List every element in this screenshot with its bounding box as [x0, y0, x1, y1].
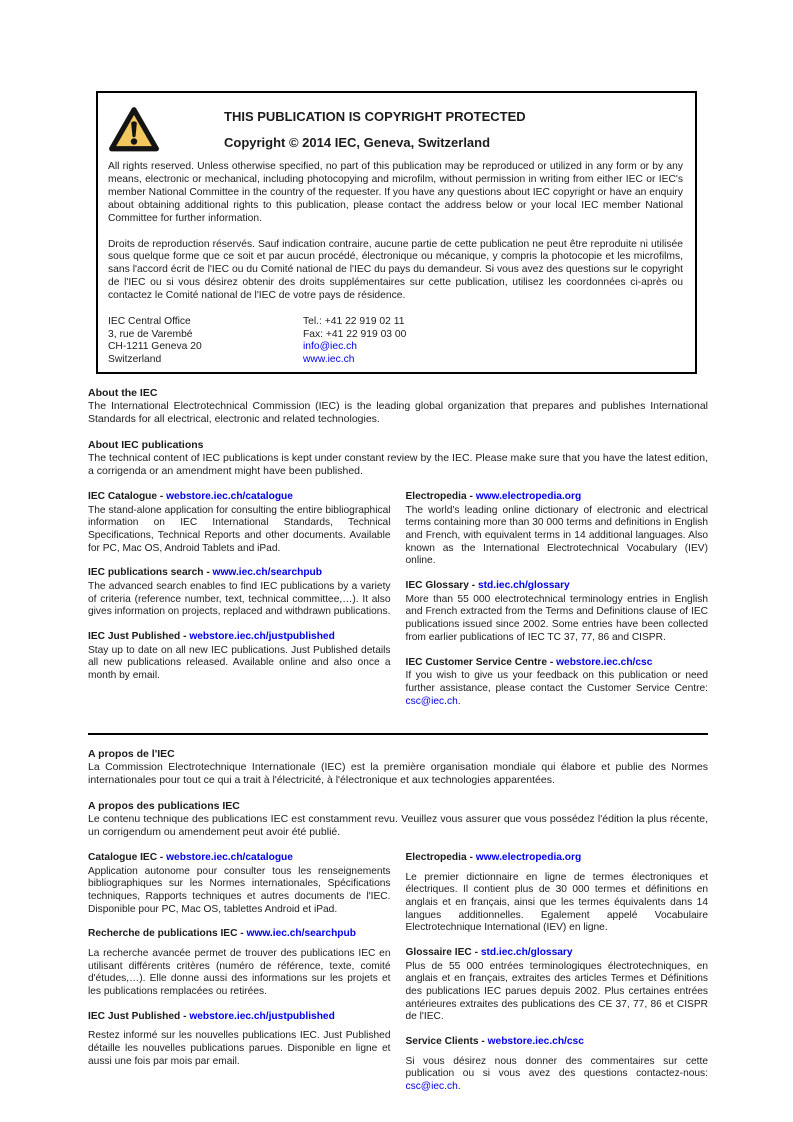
entry-heading — [406, 852, 709, 865]
entry-heading — [88, 567, 391, 580]
url-link[interactable]: www.electropedia.org — [475, 851, 582, 863]
entry-title: Electropedia - — [405, 851, 476, 863]
resources-fr — [88, 852, 708, 1106]
entry-heading — [406, 580, 709, 593]
entry-body: Application autonome pour consulter tous les renseignements bibliographiques sur les Normes internationales, Spécifications techniques, Rapports techniques et autres documents de l'IEC. Disponible pour PC, Mac OS, tablettes Android et iPad. — [88, 865, 391, 915]
about-iec-en-body: The International Electrotechnical Commission (IEC) is the leading global organization that prepares and publishes International Standards for all electrical, electronic and related technologies. — [88, 400, 708, 426]
entry-title: Glossaire IEC - — [405, 947, 481, 959]
about-iec-fr — [88, 748, 708, 787]
entry-body: Restez informé sur les nouvelles publications IEC. Just Published détaille les nouvelles publications parues. Disponible en ligne et aussi une fois par mois par email. — [88, 1030, 391, 1067]
entry-title: Electropedia - — [405, 491, 476, 503]
entry-heading — [88, 491, 391, 504]
fax-number: Fax: +41 22 919 03 00 — [303, 328, 407, 340]
entry-iec-just-published-fr — [88, 1011, 391, 1069]
entry-iec-publications-search — [88, 567, 391, 619]
entry-electropedia-fr — [406, 852, 709, 935]
resources-en-right — [406, 491, 709, 720]
email-link[interactable]: info@iec.ch — [303, 341, 357, 353]
entry-body-end: . — [457, 695, 461, 707]
entry-heading — [88, 1011, 391, 1024]
url-link[interactable]: webstore.iec.ch/justpublished — [189, 631, 335, 643]
about-iec-fr-heading: A propos de l'IEC — [88, 748, 175, 761]
entry-heading — [406, 1036, 709, 1049]
entry-body-text: Si vous désirez nous donner des commentaires sur cette publication ou si vous avez des questions contactez-nous: — [405, 1055, 708, 1080]
about-iec-en — [88, 387, 708, 426]
url-link[interactable]: webstore.iec.ch/csc — [487, 1036, 584, 1048]
resources-en-left — [88, 491, 391, 720]
entry-title: IEC Catalogue - — [88, 491, 167, 503]
entry-body: Stay up to date on all new IEC publications. Just Published details all new publications released. Available online and also once a month by email. — [88, 644, 391, 682]
email-link[interactable]: csc@iec.ch — [405, 1081, 458, 1093]
address-line: 3, rue de Varembé — [108, 328, 193, 340]
entry-body: Le premier dictionnaire en ligne de termes électroniques et électriques. Il contient plus de 30 000 termes et définitions en anglais et en français, ainsi que les termes équivalents dans 14 langues additionnelles. Egalement appelé Vocabulaire Electrotechnique International (IEV) en ligne. — [405, 871, 708, 934]
warning-icon — [108, 101, 160, 157]
entry-title: IEC Just Published - — [88, 631, 190, 643]
entry-body — [406, 670, 709, 708]
about-publications-en-body: The technical content of IEC publications is kept under constant review by the IEC. Please make sure that you have the latest edition, a corrigenda or an amendment might have been published. — [88, 452, 708, 478]
entry-body: The stand-alone application for consulting the entire bibliographical information on IEC International Standards, Technical Specifications, Technical Reports and other documents. Available for PC, Mac OS, Android Tablets and iPad. — [88, 504, 391, 554]
entry-recherche-publications — [88, 928, 391, 998]
resources-fr-right — [406, 852, 709, 1106]
entry-body: More than 55 000 electrotechnical terminology entries in English and French extracted from the Terms and Definitions clause of IEC publications issued since 2002. Some entries have been collected from earlier publications of IEC TC 37, 77, 86 and CISPR. — [405, 593, 708, 643]
entry-service-clients — [406, 1036, 709, 1094]
url-link[interactable]: webstore.iec.ch/csc — [556, 656, 653, 668]
entry-title: IEC publications search - — [88, 567, 213, 579]
entry-body: Plus de 55 000 entrées terminologiques électrotechniques, en anglais et en français, extraites des articles Termes et Définitions des publications IEC parues depuis 2002. Plus certaines entrées antérieures extraites des publications des CE 37, 77, 86 et CISPR de l'IEC. — [405, 960, 708, 1023]
copyright-paragraph-en: All rights reserved. Unless otherwise specified, no part of this publication may be reproduced or utilized in any form or by any means, electronic or mechanical, including photocopying and microfilm, without permission in writing from either IEC or IEC's member National Committee in the country of the requester. If you have any questions about IEC copyright or have an enquiry about obtaining additional rights to this publication, please contact the address below or your local IEC member National Committee for further information. — [108, 161, 683, 224]
copyright-title-line2: Copyright © 2014 IEC, Geneva, Switzerland — [224, 135, 491, 150]
entry-body: The advanced search enables to find IEC publications by a variety of criteria (reference number, text, technical committee,…). It also gives information on projects, replaced and withdrawn publications. — [88, 581, 391, 618]
entry-body-end: . — [457, 1081, 461, 1093]
entry-iec-just-published-en — [88, 631, 391, 683]
copyright-title-line1: THIS PUBLICATION IS COPYRIGHT PROTECTED — [224, 109, 526, 124]
address-office — [108, 316, 303, 366]
entry-catalogue-iec — [88, 852, 391, 916]
section-divider — [88, 733, 708, 735]
entry-heading — [406, 491, 709, 504]
url-link[interactable]: webstore.iec.ch/justpublished — [189, 1010, 335, 1022]
url-link[interactable]: www.iec.ch/searchpub — [246, 928, 356, 940]
address-line: IEC Central Office — [108, 316, 191, 328]
address-line: Switzerland — [108, 353, 162, 365]
entry-heading — [406, 947, 709, 960]
url-link[interactable]: www.iec.ch/searchpub — [212, 567, 323, 579]
copyright-box-header — [108, 101, 683, 157]
entry-body — [406, 1056, 709, 1094]
entry-heading — [406, 657, 709, 670]
url-link[interactable]: std.iec.ch/glossary — [477, 580, 570, 592]
about-publications-fr — [88, 800, 708, 839]
about-publications-fr-body: Le contenu technique des publications IEC est constamment revu. Veuillez vous assurer que vous possédez l'édition la plus récente, un corrigendum ou amendement peut avoir été publié. — [88, 813, 708, 838]
entry-title: Recherche de publications IEC - — [88, 928, 247, 940]
address-line: CH-1211 Geneva 20 — [108, 341, 202, 353]
entry-heading — [88, 631, 391, 644]
copyright-titles — [224, 108, 526, 150]
url-link[interactable]: webstore.iec.ch/catalogue — [166, 851, 293, 863]
copyright-box — [96, 91, 697, 374]
about-iec-fr-body: La Commission Electrotechnique Internationale (IEC) est la première organisation mondiale qui élabore et publie des Normes internationales pour tout ce qui a trait à l'électricité, à l'électronique et aux technologies apparentées. — [88, 761, 708, 787]
url-link[interactable]: std.iec.ch/glossary — [480, 947, 573, 959]
entry-body-text: If you wish to give us your feedback on this publication or need further assistance, please contact the Customer Service Centre: — [405, 670, 708, 694]
document-page — [88, 0, 708, 1106]
entry-heading — [88, 852, 391, 865]
about-publications-en — [88, 439, 708, 478]
resources-en — [88, 491, 708, 720]
entry-iec-glossary — [406, 580, 709, 644]
entry-electropedia-en — [406, 491, 709, 568]
entry-glossaire-iec — [406, 947, 709, 1024]
entry-title: IEC Customer Service Centre - — [405, 656, 557, 668]
entry-body: La recherche avancée permet de trouver des publications IEC en utilisant différents critères (numéro de référence, texte, comité d'études,…). Elle donne aussi des informations sur les projets et les publications remplacées ou retirées. — [88, 947, 391, 998]
entry-iec-catalogue — [88, 491, 391, 555]
entry-title: Catalogue IEC - — [88, 851, 167, 863]
resources-fr-left — [88, 852, 391, 1106]
entry-heading — [88, 928, 391, 941]
address-block — [108, 316, 683, 366]
about-iec-en-heading: About the IEC — [88, 387, 158, 400]
tel-number: Tel.: +41 22 919 02 11 — [303, 316, 405, 328]
entry-title: IEC Glossary - — [405, 580, 478, 592]
about-publications-fr-heading: A propos des publications IEC — [88, 800, 240, 813]
copyright-paragraph-fr: Droits de reproduction réservés. Sauf indication contraire, aucune partie de cette publication ne peut être reproduite ni utilisée sous quelque forme que ce soit et par aucun procédé, électronique ou mécanique, y compris la photocopie et les microfilms, sans l'accord écrit de l'IEC ou du Comité national de l'IEC du pays du demandeur. Si vous avez des questions sur le copyright de l'IEC ou si vous désirez obtenir des droits supplémentaires sur cette publication, utilisez les coordonnées ci-après ou contactez le Comité national de l'IEC de votre pays de résidence. — [108, 238, 683, 302]
url-link[interactable]: webstore.iec.ch/catalogue — [166, 491, 293, 503]
website-link[interactable]: www.iec.ch — [303, 353, 355, 365]
email-link[interactable]: csc@iec.ch — [405, 695, 458, 707]
entry-body: The world's leading online dictionary of electronic and electrical terms containing more than 30 000 terms and definitions in English and French, with equivalent terms in 14 additional languages. Also known as the International Electrotechnical Vocabulary (IEV) online. — [405, 504, 708, 567]
entry-customer-service-centre — [406, 657, 709, 709]
about-publications-en-heading: About IEC publications — [88, 439, 204, 452]
entry-title: Service Clients - — [405, 1036, 488, 1048]
url-link[interactable]: www.electropedia.org — [475, 491, 582, 503]
entry-title: IEC Just Published - — [88, 1010, 190, 1022]
address-contact — [303, 316, 406, 366]
